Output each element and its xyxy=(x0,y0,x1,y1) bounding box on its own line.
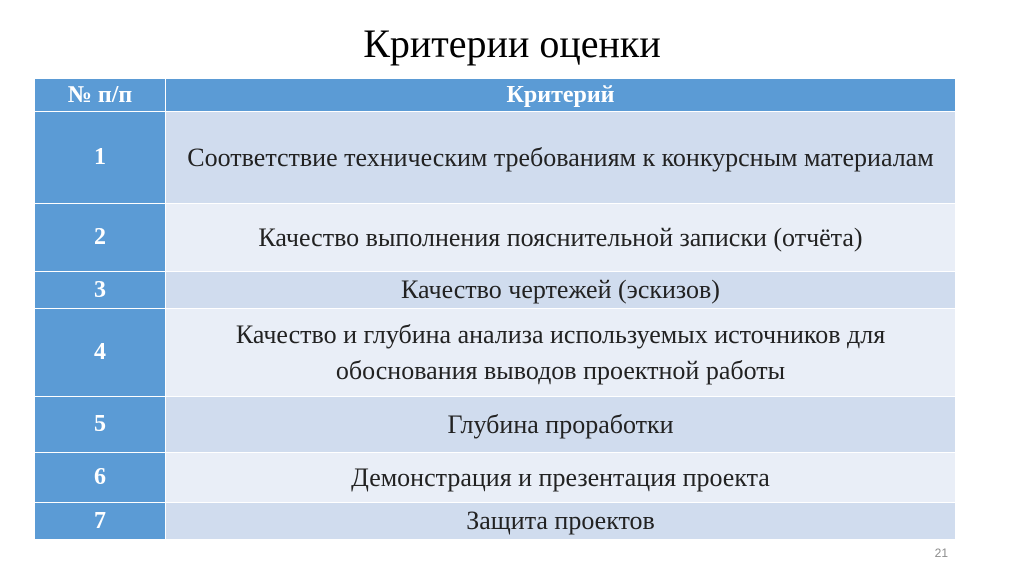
row-number: 5 xyxy=(35,397,166,453)
table-row xyxy=(35,112,956,204)
row-number: 4 xyxy=(35,309,166,397)
table-row xyxy=(35,397,956,453)
row-number: 2 xyxy=(35,204,166,272)
table-row xyxy=(35,309,956,397)
header-number: № п/п xyxy=(35,79,166,112)
table-row xyxy=(35,453,956,503)
row-number: 7 xyxy=(35,503,166,540)
row-criterion: Качество и глубина анализа используемых источников для обоснования выводов проектной работы xyxy=(166,309,956,397)
table-row xyxy=(35,503,956,540)
row-criterion: Защита проектов xyxy=(166,503,956,540)
row-criterion: Качество выполнения пояснительной записки (отчёта) xyxy=(166,204,956,272)
row-number: 1 xyxy=(35,112,166,204)
row-criterion: Соответствие техническим требованиям к конкурсным материалам xyxy=(166,112,956,204)
row-number: 3 xyxy=(35,272,166,309)
slide-title: Критерии оценки xyxy=(363,21,661,66)
table-row xyxy=(35,272,956,309)
row-criterion: Демонстрация и презентация проекта xyxy=(166,453,956,503)
table-header-row xyxy=(35,79,956,112)
table-row xyxy=(35,204,956,272)
row-number: 6 xyxy=(35,453,166,503)
criteria-table xyxy=(34,78,956,540)
header-criterion: Критерий xyxy=(166,79,956,112)
row-criterion: Глубина проработки xyxy=(166,397,956,453)
page-number: 21 xyxy=(934,546,948,560)
row-criterion: Качество чертежей (эскизов) xyxy=(166,272,956,309)
